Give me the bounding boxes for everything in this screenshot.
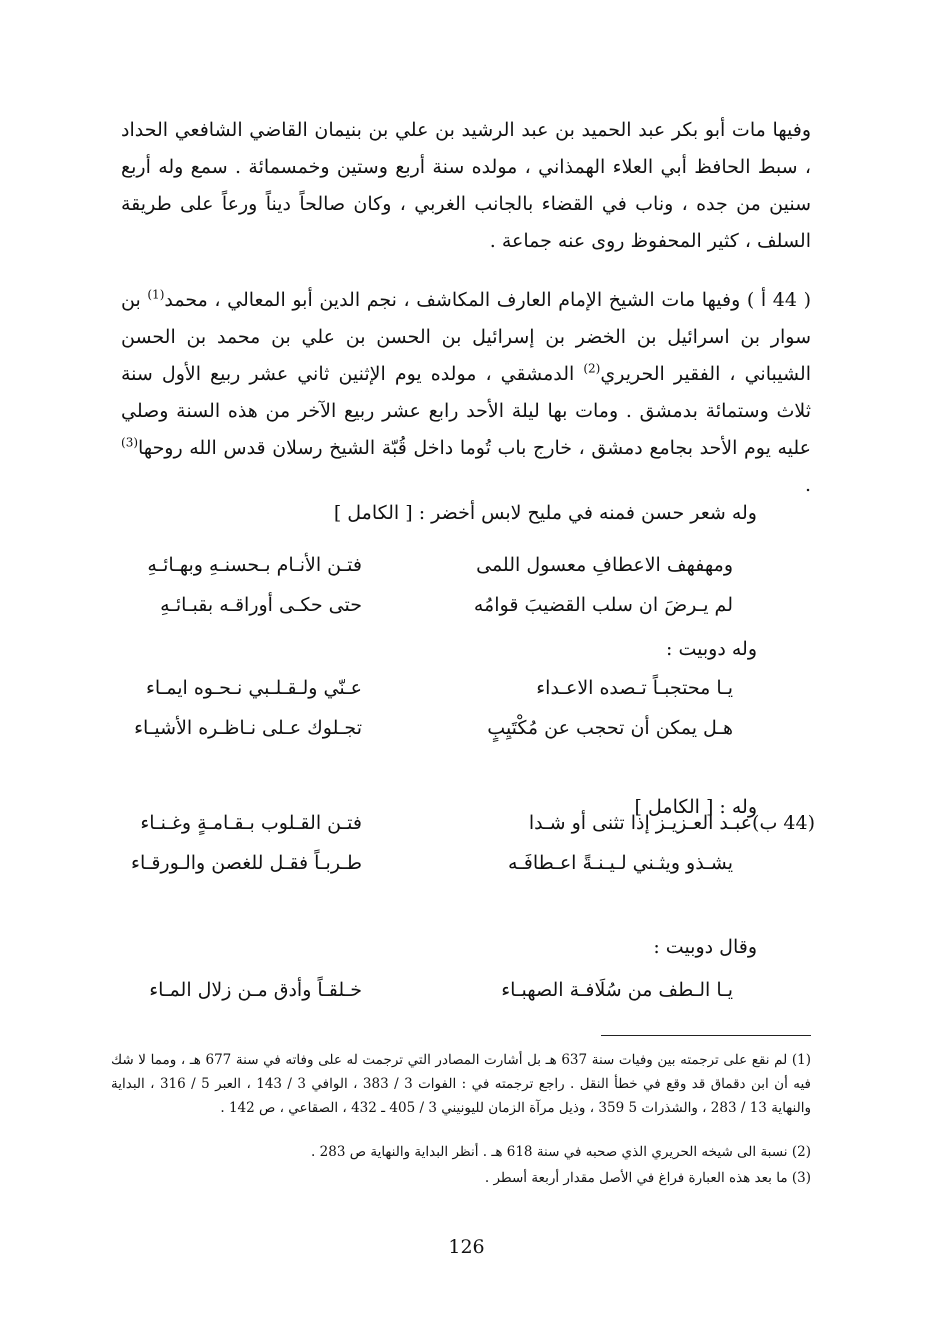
paragraph-najm-al-din xyxy=(121,282,811,504)
paragraph-abd-al-hamid xyxy=(121,112,811,260)
poem-intro-2: وله دوبيت : xyxy=(666,638,757,660)
verse-4-1-right: يـا الـطف من سُلَافـة الصهبـاء xyxy=(501,979,733,1001)
verse-2-1-right: يـا محتجبـاً تـصده الاعـداء xyxy=(536,677,733,699)
verse-2-2-left: تجـلوك عـلى نـاظـره الأشيـاء xyxy=(134,717,362,739)
verse-3-2-left: طـربـاً فقـل للغصن والـورقـاء xyxy=(131,852,362,874)
verse-1-2-left: حتى حكـى أوراقـه بقبـائـهِ xyxy=(160,594,362,616)
footnote-ref-1: (1) xyxy=(147,287,165,302)
footnote-ref-2: (2) xyxy=(583,361,601,376)
verse-1-2-right: لم يـرضَ ان سلب القضيبَ قوامُه xyxy=(473,594,733,616)
footnote-divider xyxy=(601,1035,811,1036)
page-number: 126 xyxy=(448,1236,485,1258)
paragraph-text-part-a: ( 44 أ ) وفيها مات الشيخ الإمام العارف المكاشف ، نجم الدين أبو المعالي ، محمد xyxy=(164,289,811,311)
paragraph-text-part-c: الدمشقي ، مولده يوم الإثنين ثاني عشر ربيع الأول سنة ثلاث وستمائة بدمشق . ومات بها ليلة الأحد رابع عشر ربيع الآخر من هذه السنة وصلي عليه يوم الأحد بجامع دمشق ، خارج باب تُوما داخل قُبّة الشيخ رسلان قدس الله روحها xyxy=(121,363,811,459)
verse-1-1-left: فتـن الأنـام بـحسنـهِ وبهـائـهِ xyxy=(147,554,362,576)
poem-intro-3: وله : [ الكامل ] xyxy=(634,796,757,818)
poem-intro-4: وقال دوبيت : xyxy=(653,936,757,958)
verse-2-2-right: هـل يمكن أن تحجب عن مُكْتَيِبٍ xyxy=(487,717,733,739)
footnote-1: (1) لم نقع على ترجمته بين وفيات سنة 637 هـ بل أشارت المصادر التي ترجمت له على وفاته في سنة 677 هـ ، ومما لا شك فيه أن ابن دقماق قد وقع في خطأ النقل . راجع ترجمته في : الفوات 3 / 383 ، الوافي 3 / 143 ، العبر 5 / 316 ، البداية والنهاية 13 / 283 ، والشذرات 5 359 ، وذيل مرآة الزمان لليونيني 3 / 405 ـ 432 ، الصقاعي ، ص 142 . xyxy=(111,1052,812,1116)
verse-2-1-left: عـنّي ولـقـلـبي نـحـوه ايمـاء xyxy=(145,677,362,699)
verse-4-1-left: خـلقـاً وأدق مـن زلال المـاء xyxy=(149,979,362,1001)
verse-3-1-right: (44 ب)عبـد العـزيـز إذا تثنى أو شـدا xyxy=(528,812,815,834)
verse-1-1-right: ومهفهف الاعطافِ معسول اللمى xyxy=(476,554,733,576)
paragraph-text-part-b: بن سوار بن اسرائيل بن الخضر بن إسرائيل بن الحسن بن علي بن محمد بن الحسن الشيباني ، الفقير الحريري xyxy=(121,289,811,385)
verse-3-1-left: فتـن القـلوب بـقـامـةٍ وغـنـاء xyxy=(140,812,362,834)
footnote-2: (2) نسبة الى شيخه الحريري الذي صحبه في سنة 618 هـ . أنظر البداية والنهاية ص 283 . xyxy=(311,1144,811,1160)
footnote-ref-3: (3) xyxy=(121,435,139,450)
footnote-3: (3) ما بعد هذه العبارة فراغ في الأصل مقدار أربعة أسطر . xyxy=(484,1170,811,1186)
paragraph-text: وفيها مات أبو بكر عبد الحميد بن عبد الرشيد بن علي بن بنيمان القاضي الشافعي الحداد ، سبط الحافظ أبي العلاء الهمذاني ، مولده سنة أربع وستين وخمسمائة . سمع وله أربع سنين من جده ، وناب في القضاء بالجانب الغربي ، وكان صالحاً ديناً ورعاً على طريقة السلف ، كثير المحفوظ روى عنه جماعة . xyxy=(121,119,811,252)
poem-intro-1: وله شعر حسن فمنه في مليح لابس أخضر : [ الكامل ] xyxy=(333,502,757,524)
verse-3-2-right: يشـذو ويثـني لـيـنـةً اعـطافَـه xyxy=(508,852,733,874)
paragraph-text-part-d: . xyxy=(804,474,811,496)
